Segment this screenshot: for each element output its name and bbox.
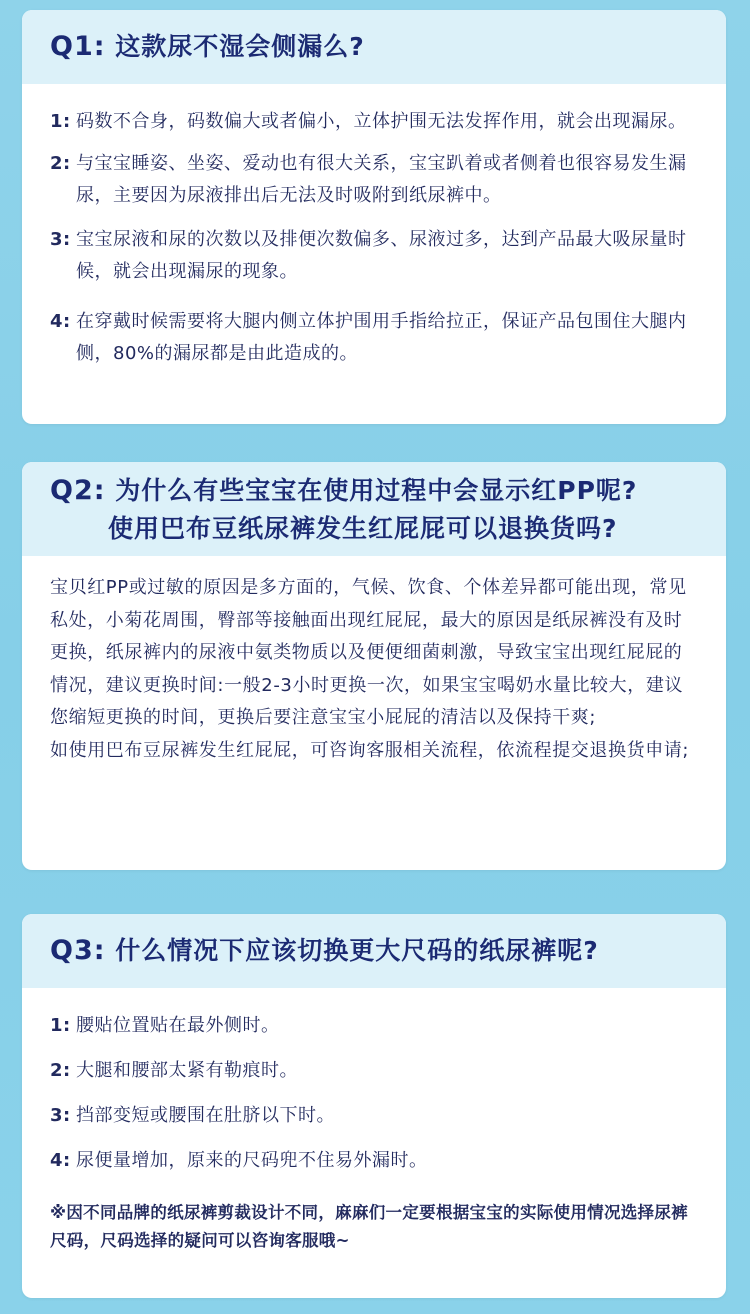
question-number: Q3: [50,935,106,966]
faq-card-q1 [22,10,726,424]
faq-header-q3 [22,914,726,988]
item-text: 挡部变短或腰围在肚脐以下时。 [76,1105,335,1126]
item-number: 4: [50,311,71,332]
item-text: 与宝宝睡姿、坐姿、爱动也有很大关系，宝宝趴着或者侧着也很容易发生漏尿，主要因为尿液排出后无法及时吸附到纸尿裤中。 [76,153,687,206]
faq-answer-q3 [22,988,726,1255]
faq-card-q2 [22,462,726,870]
answer-paragraph: 如使用巴布豆尿裤发生红屁屁，可咨询客服相关流程，依流程提交退换货申请; [50,739,690,761]
faq-question-q3 [50,932,698,970]
answer-item [50,1145,698,1177]
question-text: 这款尿不湿会侧漏么? [115,32,365,61]
faq-question-q1 [50,28,698,66]
item-text: 宝宝尿液和尿的次数以及排便次数偏多、尿液过多，达到产品最大吸尿量时候，就会出现漏尿的现象。 [76,229,687,282]
answer-item [50,306,698,370]
item-number: 1: [50,111,71,132]
item-number: 2: [50,1060,71,1081]
question-number: Q1: [50,31,106,62]
question-text-line1: 为什么有些宝宝在使用过程中会显示红PP呢? [115,476,638,505]
answer-item [50,1010,698,1042]
item-text: 在穿戴时候需要将大腿内侧立体护围用手指给拉正，保证产品包围住大腿内侧，80%的漏尿都是由此造成的。 [76,311,687,364]
item-text: 大腿和腰部太紧有勒痕时。 [76,1060,298,1081]
answer-item [50,1055,698,1087]
item-text: 码数不合身，码数偏大或者偏小，立体护围无法发挥作用，就会出现漏尿。 [76,111,687,132]
answer-paragraph: 宝贝红PP或过敏的原因是多方面的，气候、饮食、个体差异都可能出现，常见私处，小菊花周围，臀部等接触面出现红屁屁，最大的原因是纸尿裤没有及时更换，纸尿裤内的尿液中氨类物质以及便便细菌刺激，导致宝宝出现红屁屁的情况，建议更换时间:一般2-3小时更换一次，如果宝宝喝奶水量比较大，建议您缩短更换的时间，更换后要注意宝宝小屁屁的清洁以及保持干爽; [50,577,687,728]
answer-item [50,1100,698,1132]
faq-header-q1 [22,10,726,84]
item-number: 1: [50,1015,71,1036]
item-number: 3: [50,229,71,250]
faq-card-q3 [22,914,726,1298]
faq-answer-q1 [22,84,726,370]
size-note: ※因不同品牌的纸尿裤剪裁设计不同，麻麻们一定要根据宝宝的实际使用情况选择尿裤尺码，尺码选择的疑问可以咨询客服哦~ [50,1203,688,1250]
item-number: 3: [50,1105,71,1126]
question-text-line2: 使用巴布豆纸尿裤发生红屁屁可以退换货吗? [108,514,618,543]
faq-header-q2 [22,462,726,556]
question-number: Q2: [50,475,106,506]
answer-item [50,224,698,288]
faq-answer-q2 [22,556,726,767]
faq-question-q2 [50,472,698,510]
item-text: 尿便量增加，原来的尺码兜不住易外漏时。 [76,1150,428,1171]
item-text: 腰贴位置贴在最外侧时。 [76,1015,280,1036]
item-number: 2: [50,153,71,174]
answer-item [50,106,698,138]
item-number: 4: [50,1150,71,1171]
question-text: 什么情况下应该切换更大尺码的纸尿裤呢? [115,936,599,965]
answer-item [50,148,698,212]
